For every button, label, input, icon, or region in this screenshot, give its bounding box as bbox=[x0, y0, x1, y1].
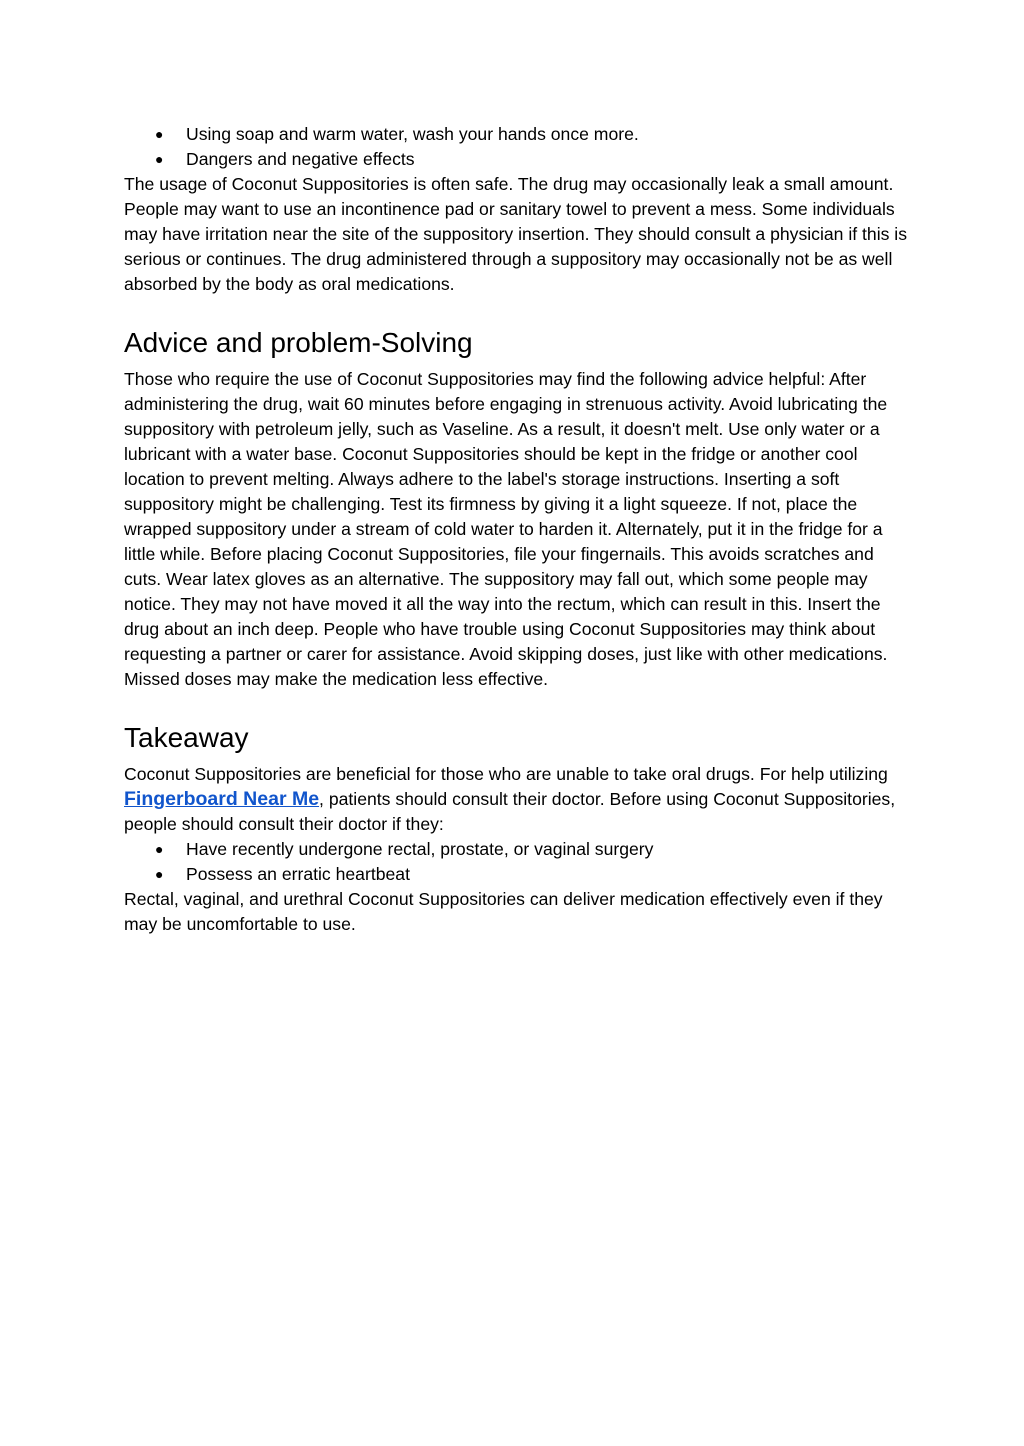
list-item-text: Possess an erratic heartbeat bbox=[186, 864, 410, 884]
document-page bbox=[124, 122, 914, 937]
takeaway-text-before-link: Coconut Suppositories are beneficial for those who are unable to take oral drugs. For help utilizing bbox=[124, 764, 888, 784]
intro-paragraph: The usage of Coconut Suppositories is often safe. The drug may occasionally leak a small amount. People may want to use an incontinence pad or sanitary towel to prevent a mess. Some individuals may have irritation near the site of the suppository insertion. They should consult a physician if this is serious or continues. The drug administered through a suppository may occasionally not be as well absorbed by the body as oral medications. bbox=[124, 174, 907, 294]
list-item-text: Using soap and warm water, wash your hands once more. bbox=[186, 124, 639, 144]
list-item-text: Dangers and negative effects bbox=[186, 149, 415, 169]
takeaway-paragraph bbox=[124, 762, 914, 837]
list-item bbox=[124, 837, 914, 862]
fingerboard-near-me-link[interactable]: Fingerboard Near Me bbox=[124, 788, 320, 810]
advice-paragraph: Those who require the use of Coconut Suppositories may find the following advice helpful: After administering the drug, wait 60 minutes before engaging in strenuous activity. Avoid lubricating the suppository with petroleum jelly, such as Vaseline. As a result, it doesn't melt. Use only water or a lubricant with a water base. Coconut Suppositories should be kept in the fridge or another cool location to prevent melting. Always adhere to the label's storage instructions. Inserting a soft suppository might be challenging. Test its firmness by giving it a light squeeze. If not, place the wrapped suppository under a stream of cold water to harden it. Alternately, put it in the fridge for a little while. Before placing Coconut Suppositories, file your fingernails. This avoids scratches and cuts. Wear latex gloves as an alternative. The suppository may fall out, which some people may notice. They may not have moved it all the way into the rectum, which can result in this. Insert the drug about an inch deep. People who have trouble using Coconut Suppositories may think about requesting a partner or carer for assistance. Avoid skipping doses, just like with other medications. Missed doses may make the medication less effective. bbox=[124, 369, 888, 689]
list-item bbox=[124, 147, 914, 172]
closing-paragraph: Rectal, vaginal, and urethral Coconut Suppositories can deliver medication effectively even if they may be uncomfortable to use. bbox=[124, 889, 883, 934]
list-item bbox=[124, 862, 914, 887]
takeaway-bullet-list bbox=[124, 837, 914, 887]
bullet-icon: ● bbox=[155, 866, 164, 882]
advice-heading: Advice and problem-Solving bbox=[124, 327, 473, 358]
list-item bbox=[124, 122, 914, 147]
bullet-icon: ● bbox=[155, 841, 164, 857]
takeaway-text-after-link: , patients should consult their doctor. Before using Coconut Suppositories, people should consult their doctor if they: bbox=[124, 789, 896, 834]
intro-bullet-list bbox=[124, 122, 914, 172]
list-item-text: Have recently undergone rectal, prostate, or vaginal surgery bbox=[186, 839, 654, 859]
bullet-icon: ● bbox=[155, 151, 164, 167]
bullet-icon: ● bbox=[155, 126, 164, 142]
takeaway-heading: Takeaway bbox=[124, 722, 249, 753]
